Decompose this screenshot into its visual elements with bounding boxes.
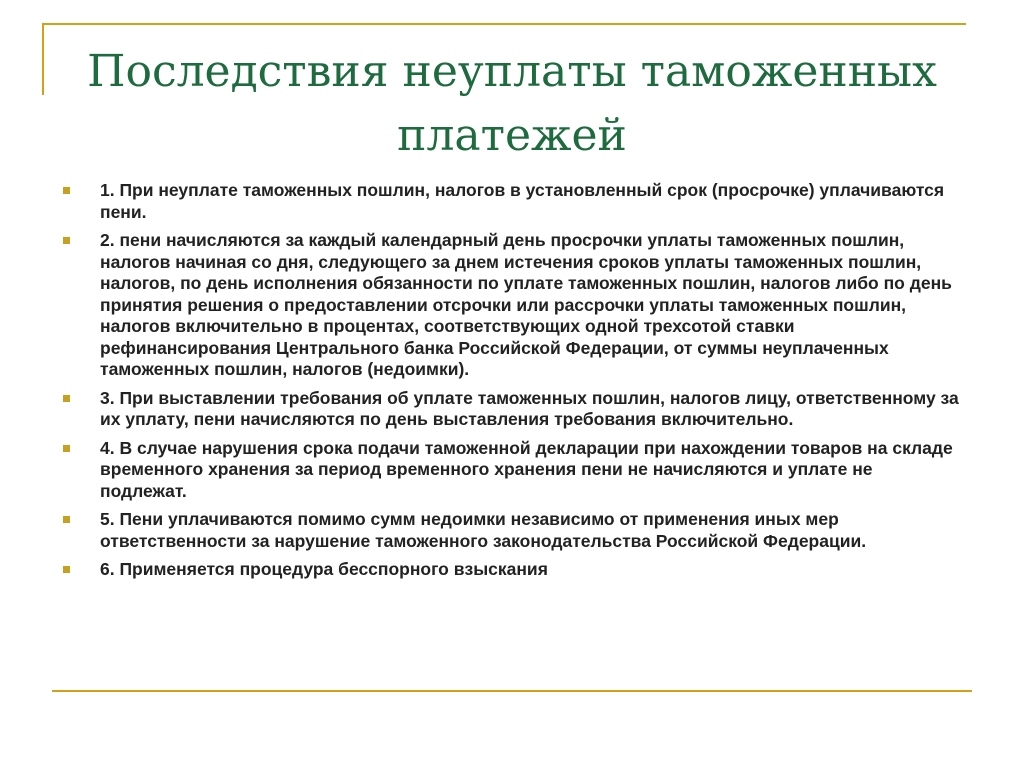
bullet-text: 6. Применяется процедура бесспорного взыскания <box>100 559 548 579</box>
bullet-item <box>60 388 962 431</box>
bullet-list <box>60 180 962 588</box>
frame-left-line <box>42 23 44 95</box>
square-bullet-icon <box>63 187 70 194</box>
bullet-text: 1. При неуплате таможенных пошлин, налогов в установленный срок (просрочке) уплачиваются пени. <box>100 180 945 222</box>
bullet-item <box>60 559 962 581</box>
square-bullet-icon <box>63 237 70 244</box>
bullet-text: 5. Пени уплачиваются помимо сумм недоимки независимо от применения иных мер ответственности за нарушение таможенного законодательства Российской Федерации. <box>100 509 867 551</box>
bullet-text: 4. В случае нарушения срока подачи таможенной декларации при нахождении товаров на складе временного хранения за период временного хранения пени не начисляются и уплате не подлежат. <box>100 437 953 501</box>
square-bullet-icon <box>63 566 70 573</box>
square-bullet-icon <box>63 445 70 452</box>
square-bullet-icon <box>63 516 70 523</box>
bullet-text: 2. пени начисляются за каждый календарный день просрочки уплаты таможенных пошлин, налогов начиная со дня, следующего за днем истечения сроков уплаты таможенных пошлин, налогов, по день исполнения обязанности по уплате таможенных пошлин, налогов либо по день принятия решения о предоставлении отсрочки или рассрочки уплаты таможенных пошлин, налогов включительно в процентах, соответствующих одной трехсотой ставки рефинансирования Центрального банка Российской Федерации, от суммы неуплаченных таможенных пошлин, налогов (недоимки). <box>100 230 952 379</box>
square-bullet-icon <box>63 395 70 402</box>
bullet-item <box>60 438 962 503</box>
bullet-item <box>60 509 962 552</box>
bullet-item <box>60 180 962 223</box>
bullet-text: 3. При выставлении требования об уплате таможенных пошлин, налогов лицу, ответственному за их уплату, пени начисляются по день выставления требования включительно. <box>100 387 959 429</box>
frame-bottom-line <box>52 690 972 692</box>
frame-top-line <box>42 23 966 25</box>
slide-title: Последствия неуплаты таможенных платежей <box>87 46 937 161</box>
bullet-item <box>60 230 962 381</box>
